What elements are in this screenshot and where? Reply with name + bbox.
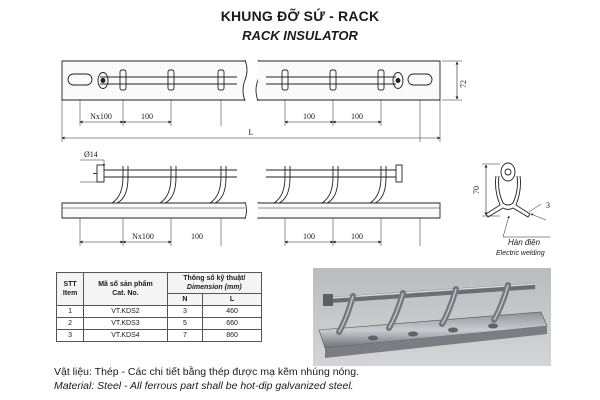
cell-l: 460: [203, 306, 262, 318]
cell-code: VT.KDS3: [84, 318, 167, 330]
hook-bracket: [370, 166, 381, 203]
cell-code: VT.KDS4: [84, 330, 167, 342]
dim-thickness-3: 3: [546, 201, 550, 210]
dim-100: 100: [191, 232, 203, 241]
dim-100: 100: [303, 112, 315, 121]
cell-stt: 1: [57, 306, 84, 318]
title: KHUNG ĐỠ SỨ - RACK: [220, 8, 380, 24]
nut: [97, 165, 104, 182]
material-note-vi: Vật liệu: Thép - Các chi tiết bằng thép được mạ kẽm nhúng nóng.: [54, 366, 359, 378]
material-note-en: Material: Steel - All ferrous part shall be hot-dip galvanized steel.: [54, 380, 354, 392]
header-l: L: [203, 294, 262, 306]
dim-nx100: Nx100: [90, 112, 112, 121]
nut: [396, 165, 402, 182]
break-line: [245, 202, 247, 219]
base-plate-right: [258, 203, 440, 218]
cell-l: 660: [203, 318, 262, 330]
top-bar-right: [258, 61, 440, 100]
u-channel: [486, 176, 530, 217]
hook-bracket: [210, 166, 221, 203]
hook-bracket: [112, 166, 123, 203]
hook-bracket: [160, 166, 171, 203]
subtitle: RACK INSULATOR: [242, 28, 358, 43]
header-stt: STT Item: [57, 273, 84, 306]
top-view: [62, 60, 462, 142]
header-cat-no: Mã số sản phẩm Cat. No.: [84, 273, 167, 306]
table-row: [57, 330, 262, 342]
spec-table: [56, 272, 262, 342]
cell-code: VT.KDS2: [84, 306, 167, 318]
hook-bracket: [274, 166, 285, 203]
table-row: [57, 306, 262, 318]
cell-n: 7: [167, 330, 202, 342]
front-view: [62, 160, 440, 246]
weld-label-vi: Hàn điện: [508, 238, 541, 247]
dim-70: 70: [472, 186, 481, 194]
cell-stt: 3: [57, 330, 84, 342]
table-row: [57, 318, 262, 330]
cell-stt: 2: [57, 318, 84, 330]
hook-bracket: [322, 166, 333, 203]
dim-100: 100: [351, 232, 363, 241]
dim-height-72: 72: [459, 80, 468, 88]
weld-label-en: Electric welding: [496, 250, 545, 257]
header-n: N: [167, 294, 202, 306]
cell-n: 5: [167, 318, 202, 330]
header-dimension: Thông số kỹ thuật/ Dimension (mm): [167, 273, 261, 294]
dim-nx100: Nx100: [132, 232, 154, 241]
dim-100: 100: [303, 232, 315, 241]
dim-length-L: L: [248, 128, 254, 137]
product-photo: [313, 268, 551, 366]
cell-l: 860: [203, 330, 262, 342]
dim-diameter: Ø14: [84, 150, 98, 159]
rod-end: [501, 163, 515, 181]
base-plate-left: [62, 203, 245, 218]
dim-100: 100: [141, 112, 153, 121]
dim-100: 100: [351, 112, 363, 121]
side-view: [482, 163, 550, 237]
cell-n: 3: [167, 306, 202, 318]
